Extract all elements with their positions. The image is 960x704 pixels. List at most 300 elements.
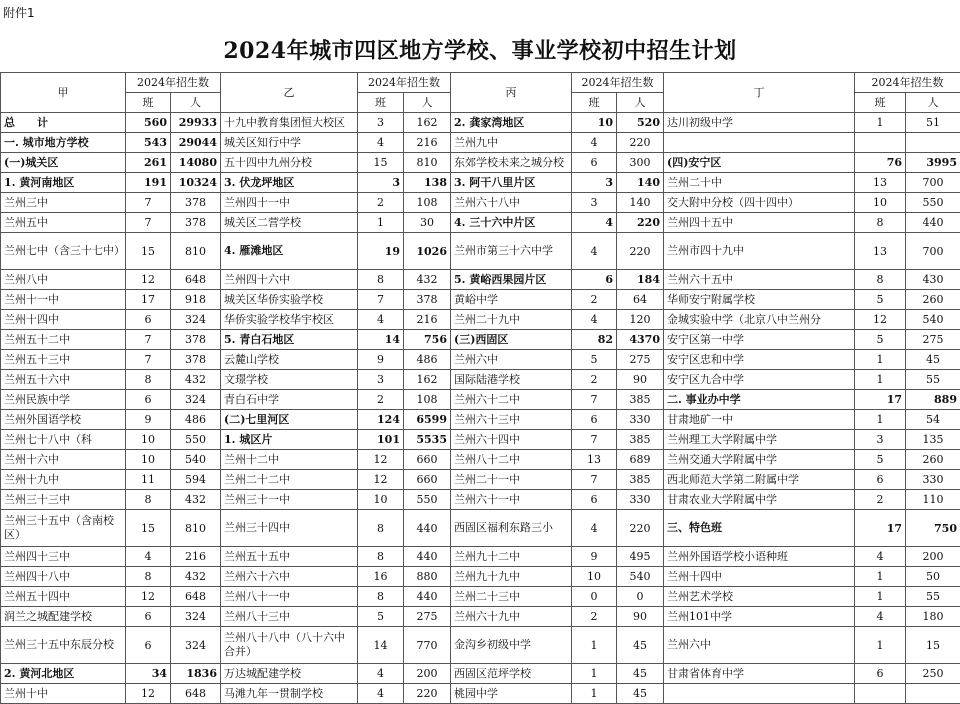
people-count-3: 385: [617, 430, 664, 450]
school-name-2: 城关区华侨实验学校: [221, 290, 358, 310]
table-row: [1, 684, 960, 704]
school-name-2: 兰州六十六中: [221, 567, 358, 587]
people-count-1: 486: [171, 410, 221, 430]
school-name-2: 城关区二营学校: [221, 213, 358, 233]
people-count-3: 0: [617, 587, 664, 607]
header-plan-2: 2024年招生数: [358, 73, 451, 93]
school-name-4: 甘肃农业大学附属中学: [664, 490, 855, 510]
school-name-4: 安宁区忠和中学: [664, 350, 855, 370]
school-name-3: 兰州二十三中: [451, 587, 572, 607]
class-count-2: 14: [358, 627, 404, 664]
class-count-4: 5: [855, 450, 906, 470]
school-name-2: 万达城配建学校: [221, 664, 358, 684]
class-count-3: 6: [572, 490, 617, 510]
class-count-1: 4: [126, 547, 171, 567]
school-name-3: 兰州八十二中: [451, 450, 572, 470]
class-count-2: 1: [358, 213, 404, 233]
people-count-3: 220: [617, 133, 664, 153]
class-count-3: 7: [572, 390, 617, 410]
school-name-3: 2. 龚家湾地区: [451, 113, 572, 133]
class-count-2: 8: [358, 587, 404, 607]
table-row: [1, 350, 960, 370]
people-count-2: 440: [404, 587, 451, 607]
school-name-4: 三、特色班: [664, 510, 855, 547]
class-count-1: 191: [126, 173, 171, 193]
school-name-4: 交大附中分校（四十四中）: [664, 193, 855, 213]
people-count-3: 385: [617, 470, 664, 490]
header-class-4: 班: [855, 93, 906, 113]
school-name-1: 兰州四十三中: [1, 547, 126, 567]
people-count-4: 889: [906, 390, 960, 410]
people-count-2: 162: [404, 113, 451, 133]
class-count-1: 8: [126, 567, 171, 587]
school-name-3: 兰州六十八中: [451, 193, 572, 213]
class-count-3: 9: [572, 547, 617, 567]
class-count-2: 9: [358, 350, 404, 370]
class-count-4: 1: [855, 627, 906, 664]
table-row: [1, 290, 960, 310]
school-name-2: 兰州十二中: [221, 450, 358, 470]
school-name-4: 安宁区九合中学: [664, 370, 855, 390]
table-row: [1, 510, 960, 547]
people-count-1: 324: [171, 627, 221, 664]
people-count-1: 29044: [171, 133, 221, 153]
class-count-3: 7: [572, 430, 617, 450]
school-name-2: 华侨实验学校华宇校区: [221, 310, 358, 330]
class-count-4: 4: [855, 547, 906, 567]
class-count-2: 7: [358, 290, 404, 310]
class-count-2: 10: [358, 490, 404, 510]
class-count-1: 34: [126, 664, 171, 684]
people-count-1: 378: [171, 350, 221, 370]
people-count-2: 200: [404, 664, 451, 684]
school-name-4: 兰州市四十九中: [664, 233, 855, 270]
class-count-1: 17: [126, 290, 171, 310]
school-name-3: 东郊学校未来之城分校: [451, 153, 572, 173]
school-name-2: 兰州八十八中（八十六中合并）: [221, 627, 358, 664]
school-name-2: 兰州八十一中: [221, 587, 358, 607]
people-count-1: 432: [171, 490, 221, 510]
table-row: [1, 587, 960, 607]
school-name-3: 兰州六十二中: [451, 390, 572, 410]
table-row: [1, 113, 960, 133]
school-name-4: 兰州十四中: [664, 567, 855, 587]
people-count-3: 220: [617, 510, 664, 547]
class-count-1: 7: [126, 193, 171, 213]
table-row: [1, 410, 960, 430]
class-count-1: 8: [126, 490, 171, 510]
table-row: [1, 270, 960, 290]
class-count-1: 560: [126, 113, 171, 133]
class-count-4: 8: [855, 213, 906, 233]
header-people-1: 人: [171, 93, 221, 113]
class-count-1: 12: [126, 587, 171, 607]
class-count-2: 2: [358, 390, 404, 410]
school-name-4: 甘肃地矿一中: [664, 410, 855, 430]
class-count-1: 7: [126, 330, 171, 350]
school-name-1: 润兰之城配建学校: [1, 607, 126, 627]
people-count-2: 108: [404, 390, 451, 410]
school-name-2: 1. 城区片: [221, 430, 358, 450]
people-count-3: 220: [617, 213, 664, 233]
people-count-3: 275: [617, 350, 664, 370]
class-count-4: 1: [855, 370, 906, 390]
class-count-1: 6: [126, 607, 171, 627]
class-count-3: 13: [572, 450, 617, 470]
class-count-3: 2: [572, 370, 617, 390]
class-count-1: 8: [126, 370, 171, 390]
class-count-4: 8: [855, 270, 906, 290]
table-row: [1, 607, 960, 627]
people-count-1: 648: [171, 270, 221, 290]
people-count-2: 162: [404, 370, 451, 390]
class-count-3: 6: [572, 270, 617, 290]
class-count-4: 17: [855, 390, 906, 410]
people-count-4: 430: [906, 270, 960, 290]
class-count-2: 4: [358, 133, 404, 153]
people-count-2: 138: [404, 173, 451, 193]
school-name-4: 兰州101中学: [664, 607, 855, 627]
school-name-4: [664, 133, 855, 153]
class-count-3: 2: [572, 290, 617, 310]
people-count-3: 45: [617, 664, 664, 684]
table-row: [1, 310, 960, 330]
school-name-3: 西固区福利东路三小: [451, 510, 572, 547]
people-count-1: 918: [171, 290, 221, 310]
people-count-1: 29933: [171, 113, 221, 133]
people-count-2: 1026: [404, 233, 451, 270]
people-count-4: 700: [906, 173, 960, 193]
people-count-2: 660: [404, 450, 451, 470]
people-count-1: 648: [171, 587, 221, 607]
class-count-2: 124: [358, 410, 404, 430]
school-name-1: 兰州外国语学校: [1, 410, 126, 430]
people-count-3: 220: [617, 233, 664, 270]
class-count-3: 4: [572, 233, 617, 270]
class-count-4: 6: [855, 664, 906, 684]
school-name-1: 一. 城市地方学校: [1, 133, 126, 153]
school-name-2: 4. 雁滩地区: [221, 233, 358, 270]
class-count-1: 15: [126, 233, 171, 270]
people-count-4: 440: [906, 213, 960, 233]
people-count-2: 880: [404, 567, 451, 587]
people-count-1: 810: [171, 233, 221, 270]
school-name-1: 兰州七中（含三十七中）: [1, 233, 126, 270]
school-name-4: 兰州二十中: [664, 173, 855, 193]
people-count-1: 324: [171, 310, 221, 330]
people-count-1: 378: [171, 330, 221, 350]
table-row: [1, 664, 960, 684]
school-name-4: 兰州交通大学附属中学: [664, 450, 855, 470]
people-count-4: 550: [906, 193, 960, 213]
class-count-1: 10: [126, 450, 171, 470]
people-count-1: 540: [171, 450, 221, 470]
people-count-1: 1836: [171, 664, 221, 684]
class-count-1: 6: [126, 627, 171, 664]
header-group-3: 丙: [451, 73, 572, 113]
school-name-1: 兰州十六中: [1, 450, 126, 470]
class-count-1: 12: [126, 270, 171, 290]
class-count-2: 8: [358, 270, 404, 290]
school-name-2: 5. 青白石地区: [221, 330, 358, 350]
class-count-4: 1: [855, 567, 906, 587]
school-name-3: 西固区范坪学校: [451, 664, 572, 684]
header-people-2: 人: [404, 93, 451, 113]
school-name-1: 兰州十四中: [1, 310, 126, 330]
school-name-3: (三)西固区: [451, 330, 572, 350]
school-name-3: 兰州六十一中: [451, 490, 572, 510]
people-count-3: 689: [617, 450, 664, 470]
people-count-1: 550: [171, 430, 221, 450]
people-count-4: 45: [906, 350, 960, 370]
class-count-3: 10: [572, 113, 617, 133]
class-count-3: 2: [572, 607, 617, 627]
school-name-4: 金城实验中学（北京八中兰州分: [664, 310, 855, 330]
school-name-4: 兰州艺术学校: [664, 587, 855, 607]
school-name-2: 兰州四十一中: [221, 193, 358, 213]
class-count-4: 13: [855, 233, 906, 270]
school-name-1: 兰州八中: [1, 270, 126, 290]
people-count-2: 756: [404, 330, 451, 350]
school-name-2: 马滩九年一贯制学校: [221, 684, 358, 704]
people-count-4: 54: [906, 410, 960, 430]
header-class-2: 班: [358, 93, 404, 113]
people-count-4: 15: [906, 627, 960, 664]
class-count-1: 543: [126, 133, 171, 153]
header-plan-4: 2024年招生数: [855, 73, 960, 93]
class-count-4: 10: [855, 193, 906, 213]
people-count-1: 432: [171, 370, 221, 390]
people-count-3: 64: [617, 290, 664, 310]
school-name-4: 兰州六十五中: [664, 270, 855, 290]
class-count-3: 3: [572, 193, 617, 213]
school-name-4: 西北师范大学第二附属中学: [664, 470, 855, 490]
people-count-4: 180: [906, 607, 960, 627]
table-row: [1, 330, 960, 350]
class-count-1: 12: [126, 684, 171, 704]
people-count-3: 540: [617, 567, 664, 587]
header-class-3: 班: [572, 93, 617, 113]
class-count-2: 12: [358, 470, 404, 490]
school-name-1: 兰州三中: [1, 193, 126, 213]
school-name-1: 兰州五十四中: [1, 587, 126, 607]
school-name-1: 兰州五十二中: [1, 330, 126, 350]
people-count-2: 440: [404, 547, 451, 567]
people-count-2: 5535: [404, 430, 451, 450]
class-count-3: 1: [572, 684, 617, 704]
school-name-4: (四)安宁区: [664, 153, 855, 173]
class-count-2: 15: [358, 153, 404, 173]
people-count-3: 4370: [617, 330, 664, 350]
school-name-1: 2. 黄河北地区: [1, 664, 126, 684]
class-count-3: 7: [572, 470, 617, 490]
class-count-4: [855, 684, 906, 704]
school-name-4: 甘肃省体育中学: [664, 664, 855, 684]
school-name-1: 兰州四十八中: [1, 567, 126, 587]
school-name-3: 兰州二十一中: [451, 470, 572, 490]
attachment-label: 附件1: [3, 4, 35, 21]
people-count-2: 810: [404, 153, 451, 173]
school-name-4: 安宁区第一中学: [664, 330, 855, 350]
school-name-4: 华师安宁附属学校: [664, 290, 855, 310]
school-name-3: 兰州九十二中: [451, 547, 572, 567]
people-count-2: 770: [404, 627, 451, 664]
class-count-3: 4: [572, 310, 617, 330]
people-count-3: 90: [617, 607, 664, 627]
header-group-2: 乙: [221, 73, 358, 113]
school-name-3: 金沟乡初级中学: [451, 627, 572, 664]
people-count-4: 55: [906, 370, 960, 390]
table-row: [1, 370, 960, 390]
class-count-1: 6: [126, 390, 171, 410]
school-name-1: 兰州民族中学: [1, 390, 126, 410]
school-name-4: 兰州理工大学附属中学: [664, 430, 855, 450]
people-count-2: 440: [404, 510, 451, 547]
class-count-4: 4: [855, 607, 906, 627]
people-count-1: 378: [171, 193, 221, 213]
people-count-4: 275: [906, 330, 960, 350]
class-count-3: 4: [572, 133, 617, 153]
school-name-2: 兰州三十四中: [221, 510, 358, 547]
school-name-2: 兰州八十三中: [221, 607, 358, 627]
school-name-3: 兰州市第三十六中学: [451, 233, 572, 270]
people-count-2: 220: [404, 684, 451, 704]
people-count-4: 3995: [906, 153, 960, 173]
school-name-1: 兰州十一中: [1, 290, 126, 310]
school-name-1: 兰州三十三中: [1, 490, 126, 510]
class-count-1: 9: [126, 410, 171, 430]
school-name-4: [664, 684, 855, 704]
table-row: [1, 233, 960, 270]
table-row: [1, 547, 960, 567]
school-name-2: 城关区知行中学: [221, 133, 358, 153]
class-count-2: 5: [358, 607, 404, 627]
people-count-4: 540: [906, 310, 960, 330]
school-name-2: 五十四中九州分校: [221, 153, 358, 173]
class-count-4: 12: [855, 310, 906, 330]
people-count-3: 90: [617, 370, 664, 390]
school-name-4: 兰州外国语学校小语种班: [664, 547, 855, 567]
school-name-3: 桃园中学: [451, 684, 572, 704]
people-count-1: 810: [171, 510, 221, 547]
people-count-1: 648: [171, 684, 221, 704]
people-count-1: 14080: [171, 153, 221, 173]
class-count-3: 6: [572, 153, 617, 173]
school-name-1: 兰州七十八中（科: [1, 430, 126, 450]
people-count-4: 260: [906, 290, 960, 310]
table-row: [1, 567, 960, 587]
class-count-2: 4: [358, 684, 404, 704]
people-count-2: 432: [404, 270, 451, 290]
class-count-4: 5: [855, 330, 906, 350]
table-row: [1, 390, 960, 410]
class-count-2: 16: [358, 567, 404, 587]
class-count-3: 4: [572, 510, 617, 547]
class-count-2: 4: [358, 310, 404, 330]
school-name-3: 兰州九十九中: [451, 567, 572, 587]
class-count-4: [855, 133, 906, 153]
class-count-2: 101: [358, 430, 404, 450]
school-name-3: 兰州六十九中: [451, 607, 572, 627]
table-row: [1, 133, 960, 153]
people-count-4: [906, 684, 960, 704]
school-name-2: 青白石中学: [221, 390, 358, 410]
table-row: [1, 450, 960, 470]
people-count-4: 50: [906, 567, 960, 587]
class-count-3: 5: [572, 350, 617, 370]
class-count-2: 8: [358, 547, 404, 567]
header-class-1: 班: [126, 93, 171, 113]
people-count-2: 6599: [404, 410, 451, 430]
people-count-4: 260: [906, 450, 960, 470]
people-count-2: 486: [404, 350, 451, 370]
school-name-1: 总 计: [1, 113, 126, 133]
school-name-3: 3. 阿干八里片区: [451, 173, 572, 193]
people-count-2: 216: [404, 310, 451, 330]
header-row-1: [1, 73, 960, 93]
class-count-2: 2: [358, 193, 404, 213]
people-count-2: 550: [404, 490, 451, 510]
people-count-4: 750: [906, 510, 960, 547]
class-count-3: 82: [572, 330, 617, 350]
class-count-2: 14: [358, 330, 404, 350]
school-name-3: 黄峪中学: [451, 290, 572, 310]
people-count-1: 378: [171, 213, 221, 233]
header-plan-1: 2024年招生数: [126, 73, 221, 93]
class-count-4: 3: [855, 430, 906, 450]
people-count-3: 140: [617, 173, 664, 193]
enrollment-plan-table: [0, 72, 960, 704]
table-body: [1, 113, 960, 704]
class-count-1: 261: [126, 153, 171, 173]
school-name-2: 3. 伏龙坪地区: [221, 173, 358, 193]
school-name-1: 兰州三十五中东辰分校: [1, 627, 126, 664]
school-name-3: 4. 三十六中片区: [451, 213, 572, 233]
class-count-3: 1: [572, 627, 617, 664]
people-count-4: 700: [906, 233, 960, 270]
header-people-3: 人: [617, 93, 664, 113]
people-count-4: 250: [906, 664, 960, 684]
class-count-1: 6: [126, 310, 171, 330]
header-plan-3: 2024年招生数: [572, 73, 664, 93]
people-count-1: 216: [171, 547, 221, 567]
people-count-1: 324: [171, 607, 221, 627]
school-name-3: 兰州六十四中: [451, 430, 572, 450]
people-count-3: 45: [617, 684, 664, 704]
class-count-4: 6: [855, 470, 906, 490]
people-count-4: 55: [906, 587, 960, 607]
people-count-2: 108: [404, 193, 451, 213]
school-name-1: 兰州五十三中: [1, 350, 126, 370]
school-name-2: 兰州三十一中: [221, 490, 358, 510]
people-count-2: 378: [404, 290, 451, 310]
class-count-1: 15: [126, 510, 171, 547]
class-count-3: 0: [572, 587, 617, 607]
people-count-2: 660: [404, 470, 451, 490]
school-name-1: 兰州十中: [1, 684, 126, 704]
school-name-1: 兰州三十五中（含南校区）: [1, 510, 126, 547]
class-count-4: 1: [855, 587, 906, 607]
header-group-4: 丁: [664, 73, 855, 113]
school-name-2: 十九中教育集团恒大校区: [221, 113, 358, 133]
class-count-4: 13: [855, 173, 906, 193]
class-count-2: 3: [358, 173, 404, 193]
school-name-3: 兰州二十九中: [451, 310, 572, 330]
school-name-1: 兰州五中: [1, 213, 126, 233]
class-count-1: 7: [126, 350, 171, 370]
school-name-1: 1. 黄河南地区: [1, 173, 126, 193]
table-row: [1, 173, 960, 193]
